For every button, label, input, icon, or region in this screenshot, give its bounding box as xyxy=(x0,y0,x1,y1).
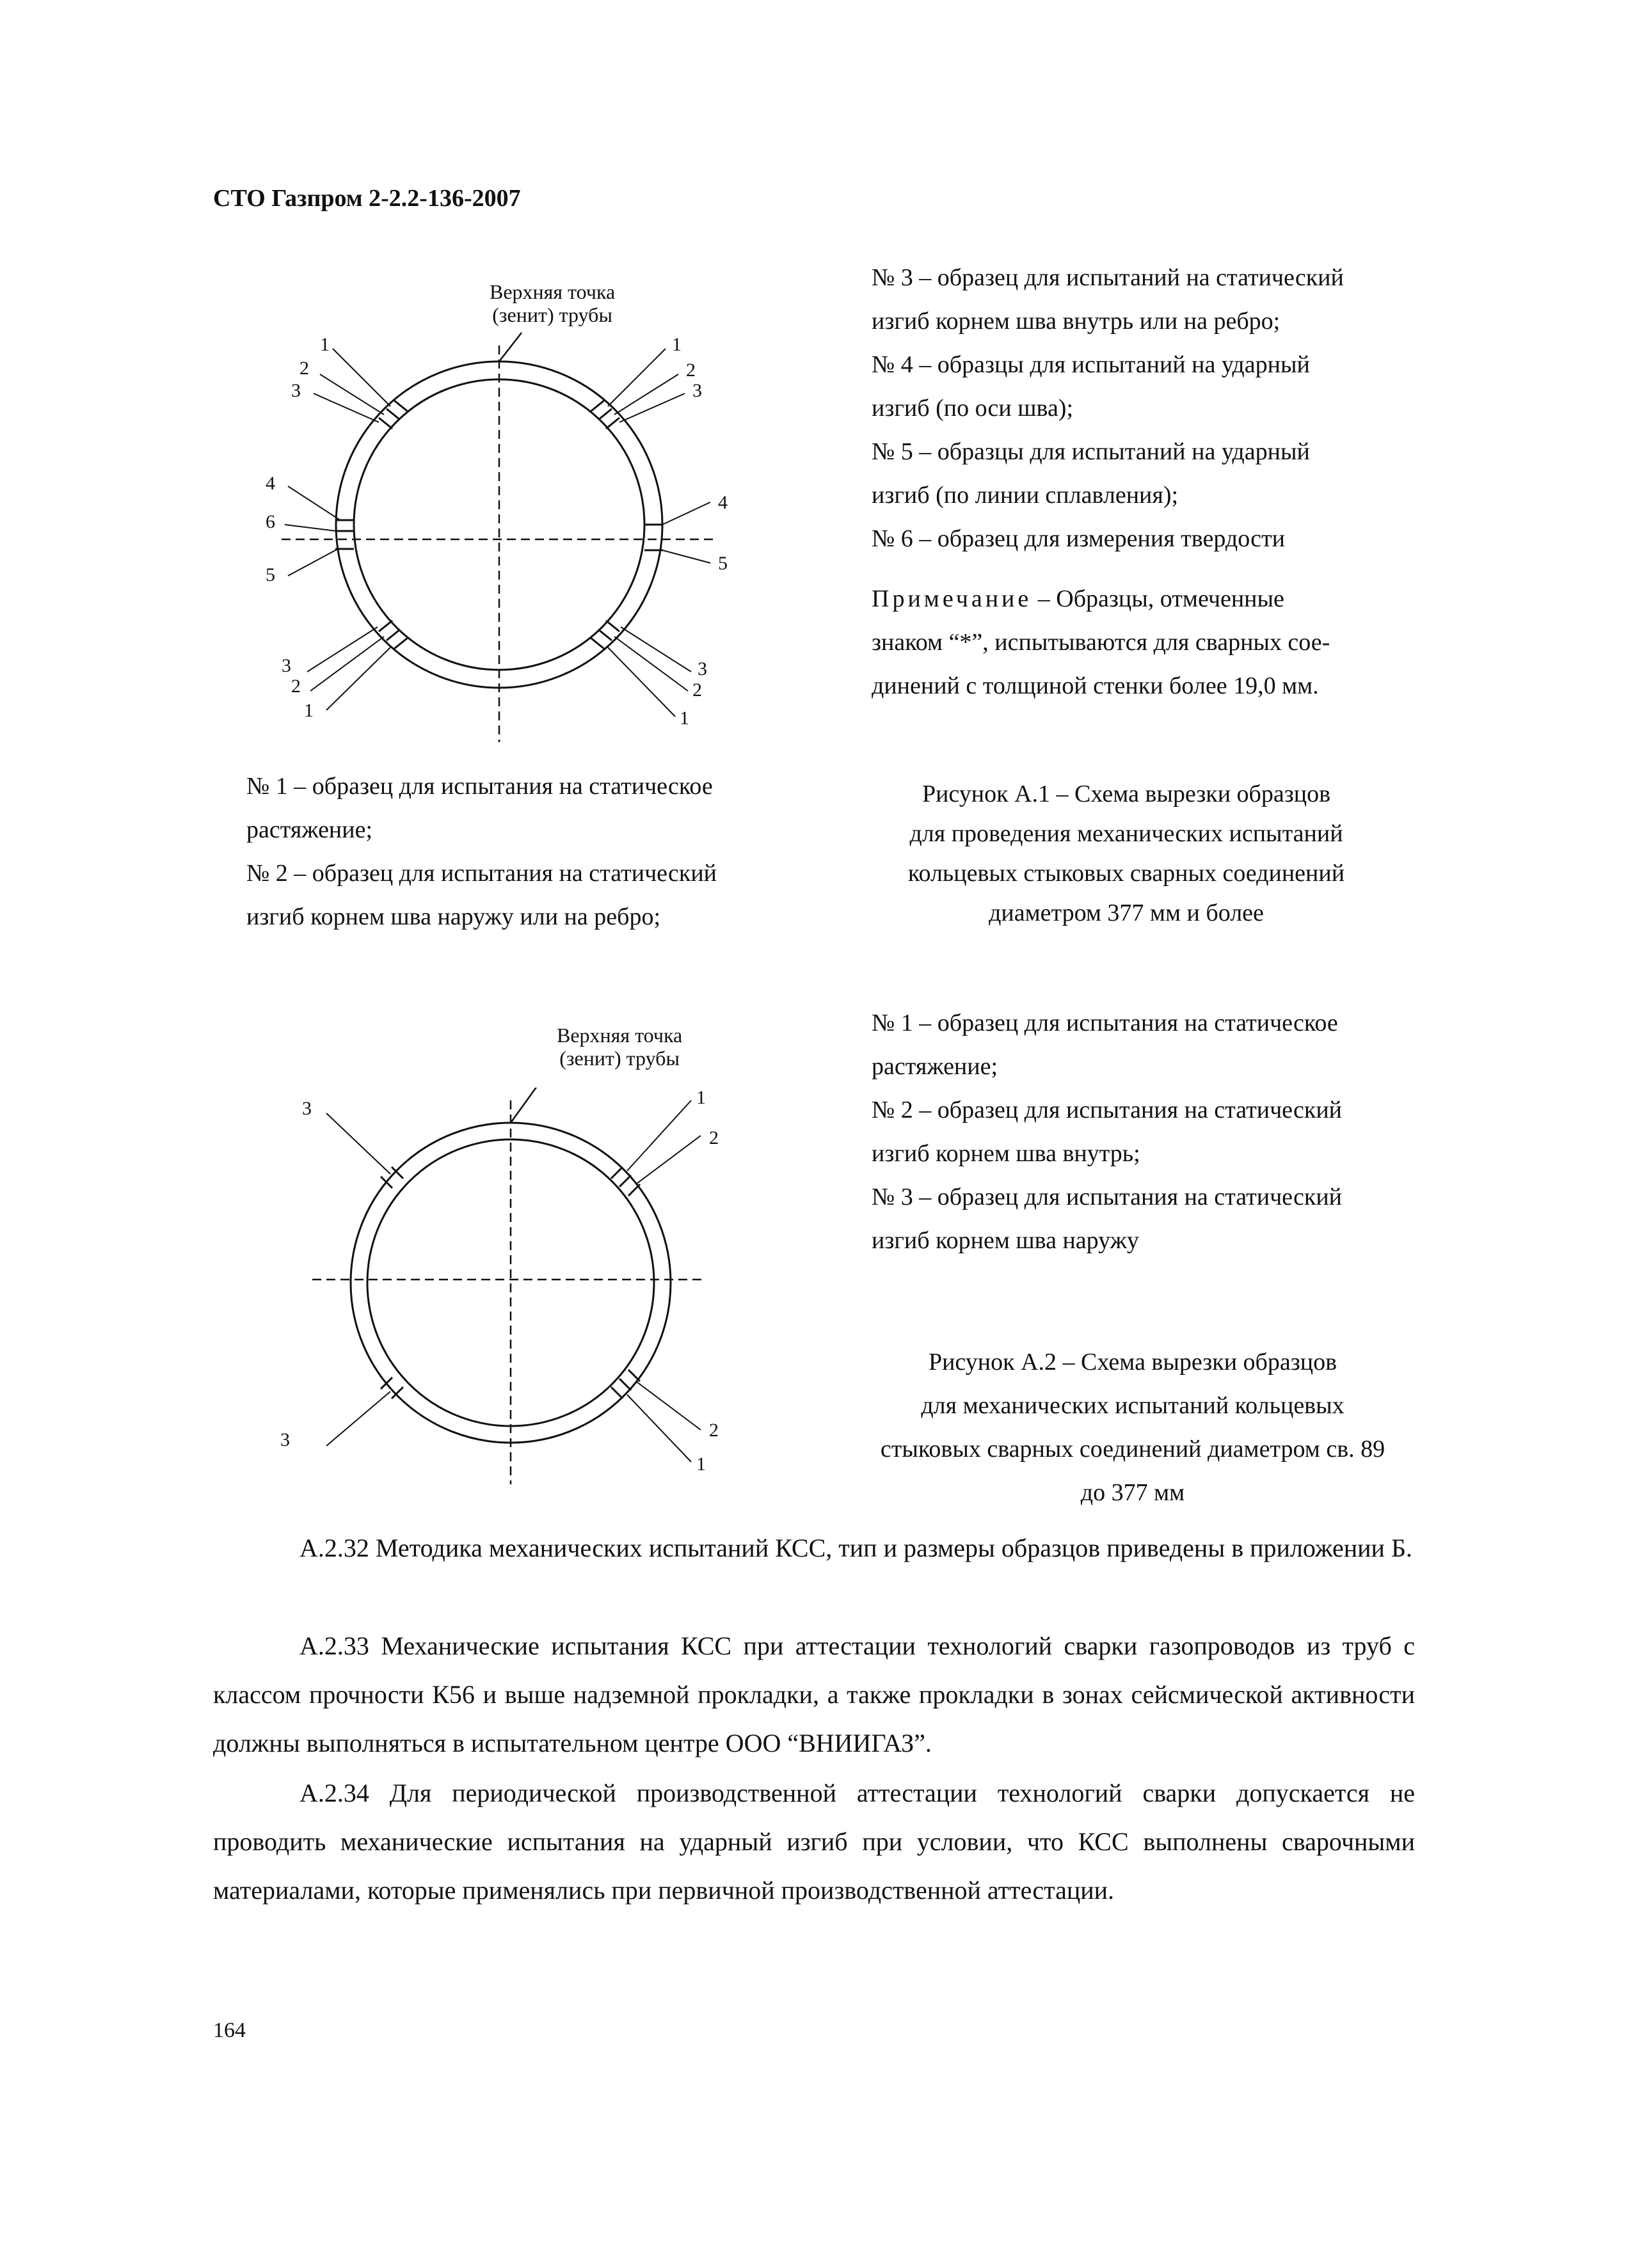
figure-1-legend-right: № 3 – образец для испытаний на статический изгиб корнем шва внутрь или на ребро; № 4 – образцы для испытаний на ударный изгиб (по оси шва); № 5 – образцы для испытаний на ударный изгиб (по линии сплавления); № 6 – образец для измерения твердости xyxy=(872,264,1344,552)
marker-3: 3 xyxy=(692,380,702,401)
marker-5: 5 xyxy=(266,564,275,585)
figure-2-zenith-label: Верхняя точка (зенит) трубы xyxy=(557,1024,683,1070)
marker-2: 2 xyxy=(692,679,702,701)
marker-2: 2 xyxy=(709,1420,719,1441)
marker-3: 3 xyxy=(280,1429,290,1450)
paragraph-a-2-34: А.2.34 Для периодической производственной аттестации технологий сварки допускается не проводить механические испытания на ударный изгиб при условии, что КСС выполнены сварочными материалами, которые применялись при первичной производственной аттестации. xyxy=(213,1779,1415,1905)
marker-1: 1 xyxy=(672,334,682,355)
marker-6: 6 xyxy=(266,511,275,532)
marker-3: 3 xyxy=(291,380,301,401)
figure-1-zenith-label: Верхняя точка (зенит) трубы xyxy=(490,280,616,326)
marker-4: 4 xyxy=(266,473,275,494)
marker-5: 5 xyxy=(718,553,728,574)
figure-2-caption: Рисунок А.2 – Схема вырезки образцов для механических испытаний кольцевых стыковых сварных соединений диаметром св. 89 до 377 мм xyxy=(880,1349,1385,1506)
marker-2: 2 xyxy=(291,676,301,697)
marker-4: 4 xyxy=(718,492,728,513)
marker-1: 1 xyxy=(696,1454,706,1475)
marker-2: 2 xyxy=(299,358,309,379)
figure-1-legend-left: № 1 – образец для испытания на статическое растяжение; № 2 – образец для испытания на статический изгиб корнем шва наружу или на ребро; xyxy=(246,773,717,930)
marker-2: 2 xyxy=(686,360,696,381)
page-number: 164 xyxy=(213,2018,246,2042)
figure-2-legend-right: № 1 – образец для испытания на статическое растяжение; № 2 – образец для испытания на статический изгиб корнем шва внутрь; № 3 – образец для испытания на статический изгиб корнем шва наружу xyxy=(872,1010,1342,1254)
marker-1: 1 xyxy=(304,700,314,721)
marker-1: 1 xyxy=(680,708,689,729)
marker-3: 3 xyxy=(698,658,707,679)
figure-2-diagram xyxy=(269,1088,755,1497)
figure-1-note: Примечание – Образцы, отмеченные знаком “*”, испытываются для сварных сое- динений с толщиной стенки более 19,0 мм. xyxy=(872,585,1330,699)
marker-3: 3 xyxy=(302,1098,312,1119)
marker-1: 1 xyxy=(696,1088,706,1108)
document-header: СТО Газпром 2-2.2-136-2007 xyxy=(213,185,521,212)
figure-1-caption: Рисунок А.1 – Схема вырезки образцов для проведения механических испытаний кольцевых стыковых сварных соединений диаметром 377 мм и более xyxy=(907,781,1345,926)
marker-3: 3 xyxy=(282,655,291,676)
paragraph-a-2-33: А.2.33 Механические испытания КСС при аттестации технологий сварки газопроводов из труб с классом прочности К56 и выше надземной прокладки, а также прокладки в зонах сейсмической активности должны выполняться в испытательном центре ООО “ВНИИГАЗ”. xyxy=(213,1631,1415,1757)
marker-1: 1 xyxy=(320,334,330,355)
figure-1-diagram xyxy=(230,269,794,755)
paragraph-a-2-32: А.2.32 Методика механических испытаний КСС, тип и размеры образцов приведены в приложении Б. xyxy=(299,1534,1412,1562)
marker-2: 2 xyxy=(709,1127,719,1148)
